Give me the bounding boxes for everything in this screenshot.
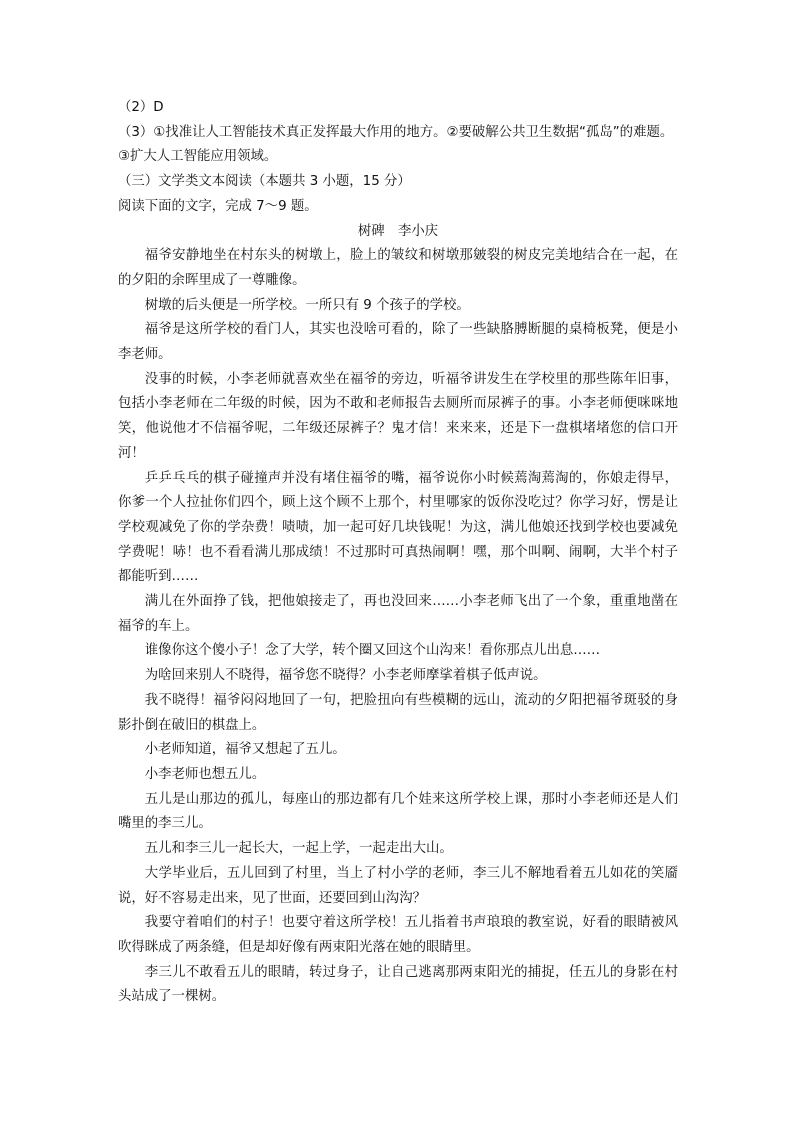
- article-paragraph: 大学毕业后，五儿回到了村里，当上了村小学的老师，李三儿不解地看着五儿如花的笑靥说，好不容易走出来，见了世面，还要回到山沟沟？: [118, 865, 678, 906]
- article-paragraph: 树墩的后头便是一所学校。一所只有 9 个孩子的学校。: [144, 297, 470, 313]
- answer-2: （2）D: [118, 100, 164, 115]
- article-paragraph: 小李老师也想五儿。: [144, 766, 266, 782]
- document-page: [118, 96, 678, 1010]
- article-title: 树碑 李小庆: [357, 223, 439, 239]
- article-paragraph: 为啥回来别人不晓得，福爷您不晓得？小李老师摩挲着棋子低声说。: [144, 668, 547, 684]
- article-paragraph: 福爷是这所学校的看门人，其实也没啥可看的，除了一些缺胳膊断腿的桌椅板凳，便是小李老师。: [118, 322, 678, 363]
- article-paragraph: 满儿在外面挣了钱，把他娘接走了，再也没回来……小李老师飞出了一个象，重重地凿在福爷的车上。: [118, 594, 678, 634]
- answer-3: （3）①找准让人工智能技术真正发挥最大作用的地方。②要破解公共卫生数据“孤岛”的难题。③扩大人工智能应用领域。: [118, 124, 674, 165]
- article-paragraph: 我要守着咱们的村子！也要守着这所学校！五儿指着书声琅琅的教室说，好看的眼睛被风吹得眯成了两条缝，但是却好像有两束阳光落在她的眼睛里。: [118, 915, 678, 955]
- article-paragraph: 没事的时候，小李老师就喜欢坐在福爷的旁边，听福爷讲发生在学校里的那些陈年旧事，包括小李老师在二年级的时候，因为不敢和老师报告去厕所而尿裤子的事。小李老师便咪咪地笑，他说他才不信福爷呢，二年级还尿裤子？鬼才信！来来来，还是下一盘棋堵堵您的信口开河！: [118, 371, 678, 461]
- article-paragraph: 五儿和李三儿一起长大，一起上学，一起走出大山。: [144, 841, 453, 857]
- article-paragraph: 五儿是山那边的孤儿，每座山的那边都有几个娃来这所学校上课，那时小李老师还是人们嘴里的李三儿。: [118, 791, 678, 832]
- article-paragraph: 我不晓得！福爷闷闷地回了一句，把脸扭向有些模糊的远山，流动的夕阳把福爷斑驳的身影扑倒在破旧的棋盘上。: [118, 692, 678, 733]
- section-heading: （三）文学类文本阅读（本题共 3 小题，15 分）: [118, 174, 411, 190]
- reading-instruction: 阅读下面的文字，完成 7～9 题。: [118, 198, 318, 214]
- article-paragraph: 小老师知道，福爷又想起了五儿。: [144, 742, 346, 758]
- article-paragraph: 乒乒乓乓的棋子碰撞声并没有堵住福爷的嘴，福爷说你小时候蔫淘蔫淘的，你娘走得早，你爹一个人拉扯你们四个，顾上这个顾不上那个，村里哪家的饭你没吃过？你学习好，愣是让学校观减免了你的学杂费！啧啧，加一起可好几块钱呢！为这，满儿他娘还找到学校也要减免学费呢！哧！也不看看满儿那成绩！不过那时可真热闹啊！嘿，那个叫啊、闹啊，大半个村子都能听到……: [118, 470, 678, 585]
- article-paragraph: 李三儿不敢看五儿的眼睛，转过身子，让自己逃离那两束阳光的捕捉，任五儿的身影在村头站成了一棵树。: [118, 964, 678, 1005]
- article-paragraph: 谁像你这个傻小子！念了大学，转个圈又回这个山沟来！看你那点儿出息……: [144, 643, 601, 659]
- article-paragraph: 福爷安静地坐在村东头的树墩上，脸上的皱纹和树墩那皴裂的树皮完美地结合在一起，在的夕阳的余晖里成了一尊雕像。: [118, 248, 678, 288]
